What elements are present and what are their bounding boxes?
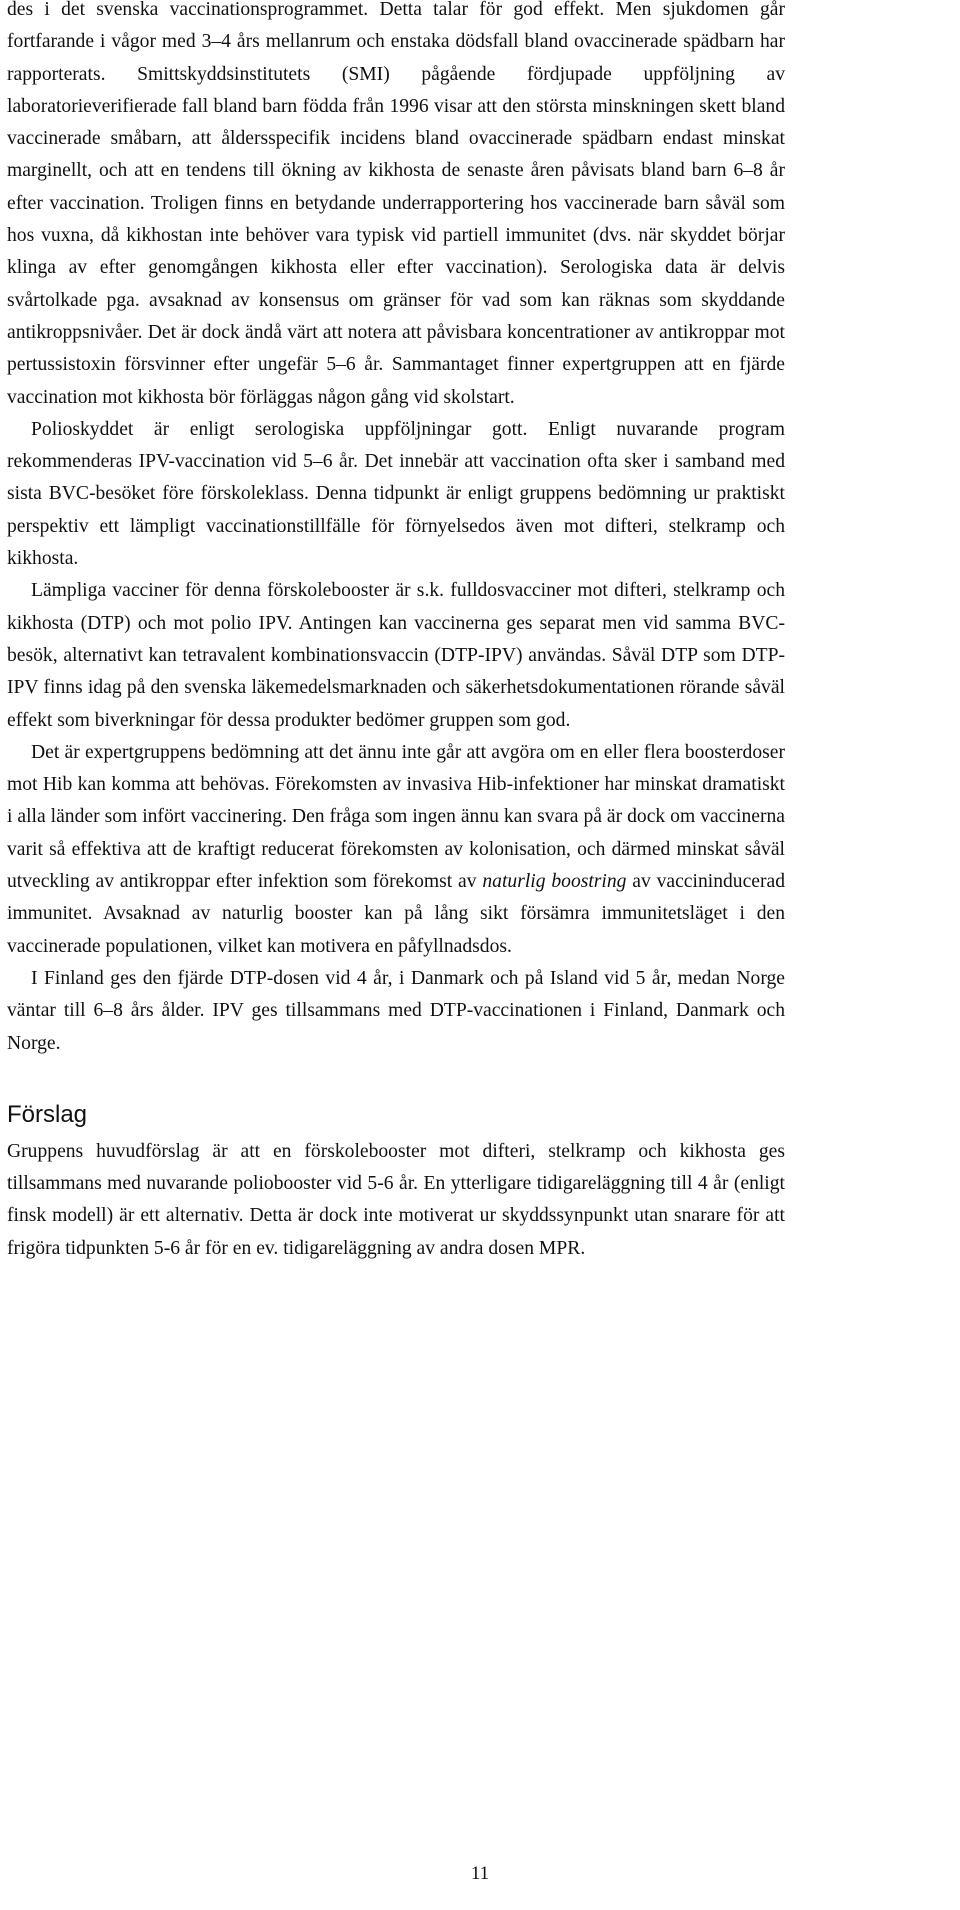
body-paragraph-pertussis: des i det svenska vaccinationsprogrammet. Detta talar för god effekt. Men sjukdomen går fortfarande i vågor med 3–4 års mellanrum och enstaka dödsfall bland ovaccinerade spädbarn har rapporterats. Smittskyddsinstitutets (SMI) pågående fördjupade uppföljning av laboratorieverifierade fall bland barn födda från 1996 visar att den största minskningen skett bland vaccinerade småbarn, att åldersspecifik incidens bland ovaccinerade spädbarn endast minskat marginellt, och att en tendens till ökning av kikhosta de senaste åren påvisats bland barn 6–8 år efter vaccination. Troligen finns en betydande underrapportering hos vaccinerade barn såväl som hos vuxna, då kikhostan inte behöver vara typisk vid partiell immunitet (dvs. när skyddet börjar klinga av efter genomgången kikhosta eller efter vaccination). Serologiska data är delvis svårtolkade pga. avsaknad av konsensus om gränser för vad som kan räknas som skyddande antikroppsnivåer. Det är dock ändå värt att notera att påvisbara koncentrationer av antikroppar mot pertussistoxin försvinner efter ungefär 5–6 år. Sammantaget finner expertgruppen att en fjärde vaccination mot kikhosta bör förläggas någon gång vid skolstart. [7,0,785,408]
body-paragraph-nordic: I Finland ges den fjärde DTP-dosen vid 4 år, i Danmark och på Island vid 5 år, medan Norge väntar till 6–8 års ålder. IPV ges tillsammans med DTP-vaccinationen i Finland, Danmark och Norge. [7,967,785,1054]
hib-text-before: Det är expertgruppens bedömning att det ännu inte går att avgöra om en eller flera boosterdoser mot Hib kan komma att behövas. Förekomsten av invasiva Hib-infektioner har minskat dramatiskt i alla länder som infört vaccinering. Den fråga som ingen ännu kan svara på är dock om vaccinerna varit så effektiva att de kraftigt reducerat förekomsten av kolonisation, och därmed minskat såväl utveckling av antikroppar efter infektion som förekomst av [7,741,785,893]
body-paragraph-polio: Polioskyddet är enligt serologiska uppföljningar gott. Enligt nuvarande program rekommenderas IPV-vaccination vid 5–6 år. Det innebär att vaccination ofta sker i samband med sista BVC-besöket före förskoleklass. Denna tidpunkt är enligt gruppens bedömning ur praktiskt perspektiv ett lämpligt vaccinationstillfälle för förnyelsedos även mot difteri, stelkramp och kikhosta. [7,418,785,570]
section-heading: Förslag [7,1100,88,1128]
section-paragraph: Gruppens huvudförslag är att en förskolebooster mot difteri, stelkramp och kikhosta ges tillsammans med nuvarande poliobooster vid 5-6 år. En ytterligare tidigareläggning till 4 år (enligt finsk modell) är ett alternativ. Detta är dock inte motiverat ur skyddssynpunkt utan snarare för att frigöra tidpunkten 5-6 år för en ev. tidigareläggning av andra dosen MPR. [7,1140,785,1259]
body-paragraph-vaccines: Lämpliga vacciner för denna förskolebooster är s.k. fulldosvacciner mot difteri, stelkramp och kikhosta (DTP) och mot polio IPV. Antingen kan vaccinerna ges separat men vid samma BVC-besök, alternativt kan tetravalent kombinationsvaccin (DTP-IPV) användas. Såväl DTP som DTP-IPV finns idag på den svenska läkemedelsmarknaden och säkerhetsdokumentationen rörande såväl effekt som biverkningar för dessa produkter bedömer gruppen som god. [7,580,785,731]
page-number: 11 [470,1863,490,1884]
hib-text-after: av vaccininducerad immunitet. Avsaknad av naturlig booster kan på lång sikt försämra immunitetsläget i den vaccinerade populationen, vilket kan motivera en påfyllnadsdos. [7,871,785,957]
hib-emphasis-text: naturlig boostring [482,871,627,893]
document-page [7,0,785,1265]
body-paragraph-hib [7,737,785,963]
